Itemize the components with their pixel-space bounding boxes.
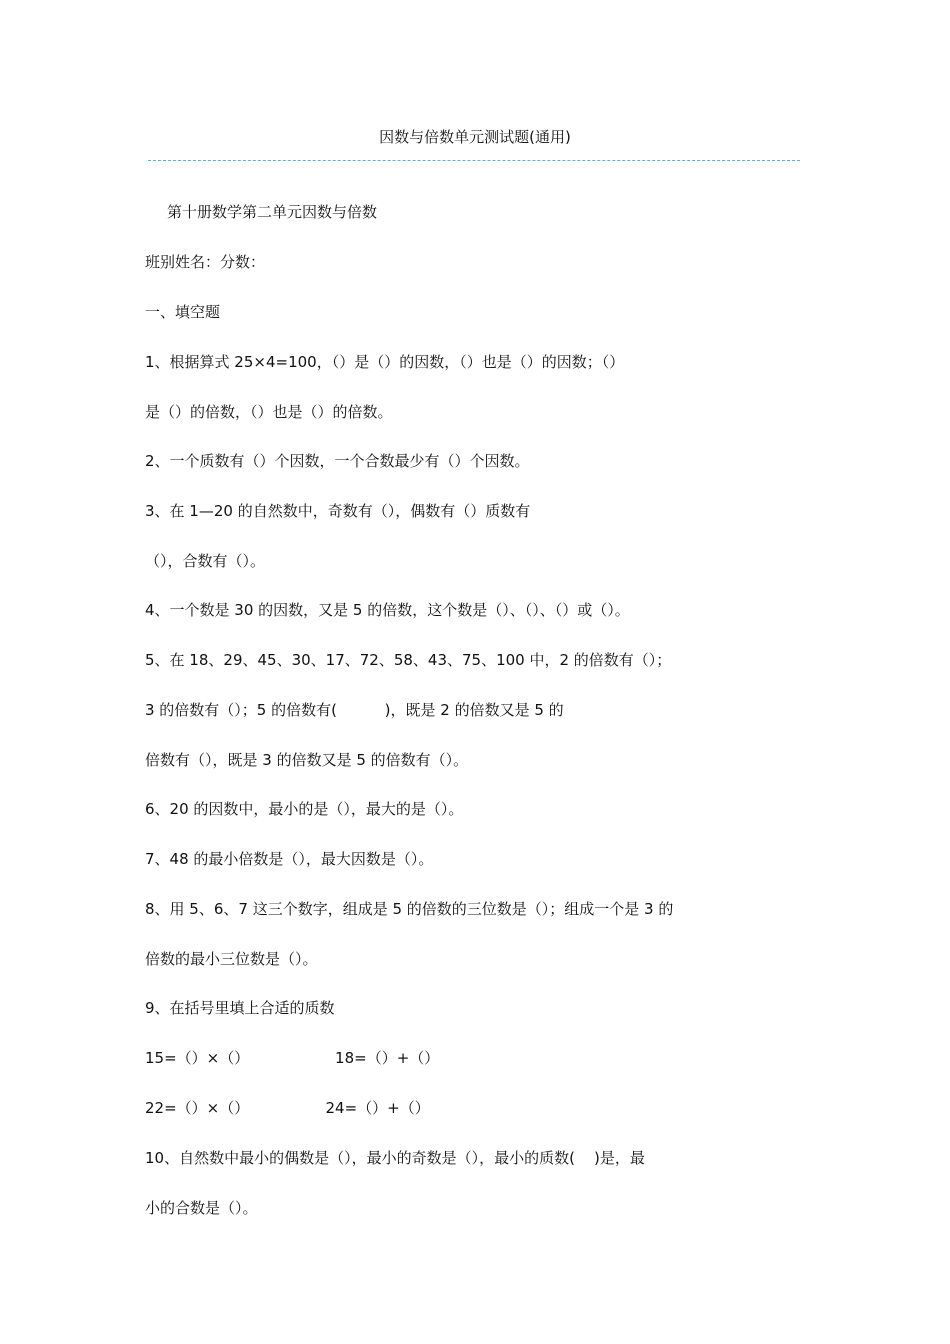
question-line: 1、根据算式 25×4=100，（）是（）的因数，（）也是（）的因数；（） — [145, 353, 625, 371]
question-line: 3、在 1—20 的自然数中，奇数有（），偶数有（）质数有 — [145, 502, 531, 520]
question-line: 22=（）×（） 24=（）+（） — [145, 1099, 430, 1117]
question-line: 6、20 的因数中，最小的是（），最大的是（）。 — [145, 800, 464, 818]
question-line: （），合数有（）。 — [145, 552, 266, 570]
question-line: 小的合数是（）。 — [145, 1199, 258, 1217]
document-title: 因数与倍数单元测试题(通用) — [379, 128, 571, 146]
question-line: 7、48 的最小倍数是（），最大因数是（）。 — [145, 850, 434, 868]
question-line: 8、用 5、6、7 这三个数字，组成是 5 的倍数的三位数是（）；组成一个是 3 的 — [145, 900, 674, 918]
question-line: 9、在括号里填上合适的质数 — [145, 999, 335, 1017]
question-line: 15=（）×（） 18=（）+（） — [145, 1049, 440, 1067]
subtitle-line: 第十册数学第二单元因数与倍数 — [167, 203, 378, 221]
question-line: 10、自然数中最小的偶数是（），最小的奇数是（），最小的质数( )是，最 — [145, 1149, 645, 1167]
question-line: 3 的倍数有（）；5 的倍数有( )，既是 2 的倍数又是 5 的 — [145, 701, 564, 719]
question-line: 5、在 18、29、45、30、17、72、58、43、75、100 中，2 的倍数有（）； — [145, 651, 672, 669]
question-line: 倍数有（），既是 3 的倍数又是 5 的倍数有（）。 — [145, 751, 469, 769]
question-line: 是（）的倍数，（）也是（）的倍数。 — [145, 403, 393, 421]
question-line: 2、一个质数有（）个因数，一个合数最少有（）个因数。 — [145, 452, 530, 470]
question-line: 4、一个数是 30 的因数，又是 5 的倍数，这个数是（）、（）、（）或（）。 — [145, 601, 630, 619]
question-line: 倍数的最小三位数是（）。 — [145, 950, 318, 968]
student-info-line: 班别姓名：分数： — [145, 253, 266, 271]
title-divider — [148, 160, 800, 161]
section-heading: 一、填空题 — [145, 303, 221, 321]
